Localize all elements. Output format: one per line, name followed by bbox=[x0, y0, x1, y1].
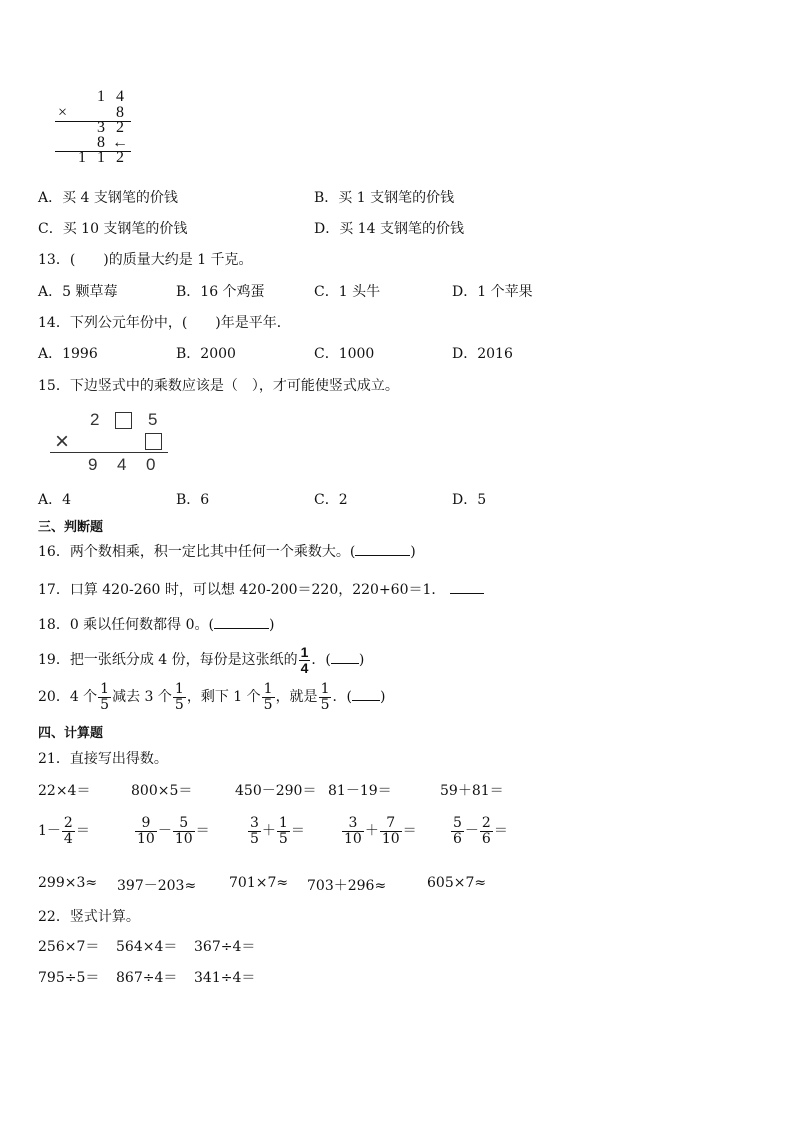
q14-option-c: C．1000 bbox=[314, 346, 375, 362]
calc-item: 341÷4＝ bbox=[194, 970, 256, 986]
calc-item: 703＋296≈ bbox=[307, 878, 387, 894]
calc-rule bbox=[50, 452, 168, 453]
q20 bbox=[38, 682, 385, 712]
calc-item: 564×4＝ bbox=[116, 939, 178, 955]
q20-part: ，剩下 1 个 bbox=[186, 689, 261, 706]
calc-item: 397－203≈ bbox=[117, 878, 197, 894]
q20-close: ) bbox=[379, 689, 386, 706]
q13-option-b: B．16 个鸡蛋 bbox=[176, 284, 265, 300]
fraction: $\frac{1}{4}$ bbox=[300, 644, 309, 676]
q14-option-b: B．2000 bbox=[176, 346, 236, 362]
q16 bbox=[38, 541, 416, 561]
q15-option-c: C．2 bbox=[314, 492, 348, 508]
fraction: $\frac{1}{5}$ bbox=[100, 681, 110, 713]
q15-option-a: A．4 bbox=[38, 492, 72, 508]
answer-blank[interactable] bbox=[355, 543, 410, 556]
answer-blank[interactable] bbox=[214, 616, 269, 629]
q17 bbox=[38, 579, 484, 599]
fraction-calc-2: $\frac{9}{10}$ － $\frac{5}{10}$ ＝ bbox=[137, 815, 210, 847]
digit: 1 bbox=[97, 88, 105, 105]
digit: 8 bbox=[97, 134, 105, 151]
q17-text: 17．口算 420-260 时，可以想 420-200＝220，220+60＝1． bbox=[38, 582, 446, 598]
calc-item: 256×7＝ bbox=[38, 939, 100, 955]
q22-stem: 22．竖式计算。 bbox=[38, 909, 140, 925]
q19-close: ) bbox=[358, 652, 365, 669]
q12-option-d: D．买 14 支钢笔的价钱 bbox=[314, 221, 464, 237]
digit: 2 bbox=[116, 119, 124, 136]
q19 bbox=[38, 645, 364, 675]
digit: 2 bbox=[116, 149, 124, 166]
q18-close: ) bbox=[269, 617, 275, 633]
q13-option-c: C．1 头牛 bbox=[314, 284, 381, 300]
q14-option-d: D．2016 bbox=[452, 346, 513, 362]
fraction-calc-3: $\frac{3}{5}$ ＋ $\frac{1}{5}$ ＝ bbox=[250, 815, 305, 847]
section-heading-judgement: 三、判断题 bbox=[38, 520, 104, 535]
digit: 4 bbox=[117, 455, 127, 474]
fraction-calc-4: $\frac{3}{10}$ ＋ $\frac{7}{10}$ ＝ bbox=[344, 815, 417, 847]
q15-option-d: D．5 bbox=[452, 492, 487, 508]
multiplier-blank-box bbox=[145, 433, 162, 450]
answer-blank[interactable] bbox=[331, 651, 359, 664]
q12-option-c: C．买 10 支钢笔的价钱 bbox=[38, 221, 188, 237]
digit: 0 bbox=[146, 455, 156, 474]
fraction: $\frac{1}{5}$ bbox=[263, 681, 273, 713]
digit: 9 bbox=[88, 455, 98, 474]
calc-item: 81－19＝ bbox=[328, 783, 392, 799]
q20-part: 20．4 个 bbox=[38, 689, 98, 706]
q20-part: ．( bbox=[332, 689, 352, 706]
calc-item: 299×3≈ bbox=[38, 875, 98, 891]
q16-close: ) bbox=[410, 544, 416, 560]
q20-part: ，就是 bbox=[275, 689, 318, 706]
calc-item: 22×4＝ bbox=[38, 783, 91, 799]
fraction: $\frac{1}{5}$ bbox=[174, 681, 184, 713]
q19-tail: ．( bbox=[311, 652, 331, 669]
blank-box bbox=[115, 412, 132, 429]
fraction-calc-1: 1－ $\frac{2}{4}$ ＝ bbox=[38, 815, 90, 847]
answer-blank[interactable] bbox=[450, 581, 484, 594]
times-sign: × bbox=[55, 428, 70, 455]
times-sign: × bbox=[58, 104, 68, 121]
calc-item: 701×7≈ bbox=[229, 875, 289, 891]
fraction: $\frac{1}{5}$ bbox=[320, 681, 330, 713]
digit: 1 bbox=[97, 149, 105, 166]
section-heading-calculation: 四、计算题 bbox=[38, 726, 104, 741]
calc-item: 795÷5＝ bbox=[38, 970, 100, 986]
q14-option-a: A．1996 bbox=[38, 346, 98, 362]
digit: 8 bbox=[116, 104, 124, 121]
q13-option-d: D．1 个苹果 bbox=[452, 284, 533, 300]
q18-text: 18．0 乘以任何数都得 0。( bbox=[38, 617, 214, 633]
digit: 1 bbox=[78, 149, 86, 166]
q12-option-a: A．买 4 支钢笔的价钱 bbox=[38, 190, 178, 206]
digit: 4 bbox=[116, 88, 124, 105]
q12-option-b: B．买 1 支钢笔的价钱 bbox=[314, 190, 455, 206]
digit: 2 bbox=[90, 410, 100, 429]
calc-item: 450－290＝ bbox=[235, 783, 317, 799]
fraction-calc-5: $\frac{5}{6}$ － $\frac{2}{6}$ ＝ bbox=[453, 815, 508, 847]
digit: 3 bbox=[97, 119, 105, 136]
digit: 5 bbox=[148, 410, 158, 429]
q20-part: 减去 3 个 bbox=[112, 689, 172, 706]
q13-option-a: A．5 颗草莓 bbox=[38, 284, 118, 300]
answer-blank[interactable] bbox=[352, 688, 380, 701]
calc-item: 867÷4＝ bbox=[116, 970, 178, 986]
q19-text: 19．把一张纸分成 4 份，每份是这张纸的 bbox=[38, 652, 298, 669]
arrow-left-icon: ← bbox=[112, 134, 128, 151]
q15-stem: 15．下边竖式中的乘数应该是（ ），才可能使竖式成立。 bbox=[38, 378, 399, 394]
calc-item: 800×5＝ bbox=[131, 783, 193, 799]
calc-item: 605×7≈ bbox=[427, 875, 487, 891]
calc-item: 59＋81＝ bbox=[440, 783, 504, 799]
q15-option-b: B．6 bbox=[176, 492, 210, 508]
q13-stem: 13．( )的质量大约是 1 千克。 bbox=[38, 252, 253, 268]
q18 bbox=[38, 614, 274, 634]
q21-stem: 21．直接写出得数。 bbox=[38, 751, 168, 767]
q14-stem: 14．下列公元年份中，( )年是平年． bbox=[38, 315, 291, 331]
q16-text: 16．两个数相乘，积一定比其中任何一个乘数大。( bbox=[38, 544, 356, 560]
calc-item: 367÷4＝ bbox=[194, 939, 256, 955]
